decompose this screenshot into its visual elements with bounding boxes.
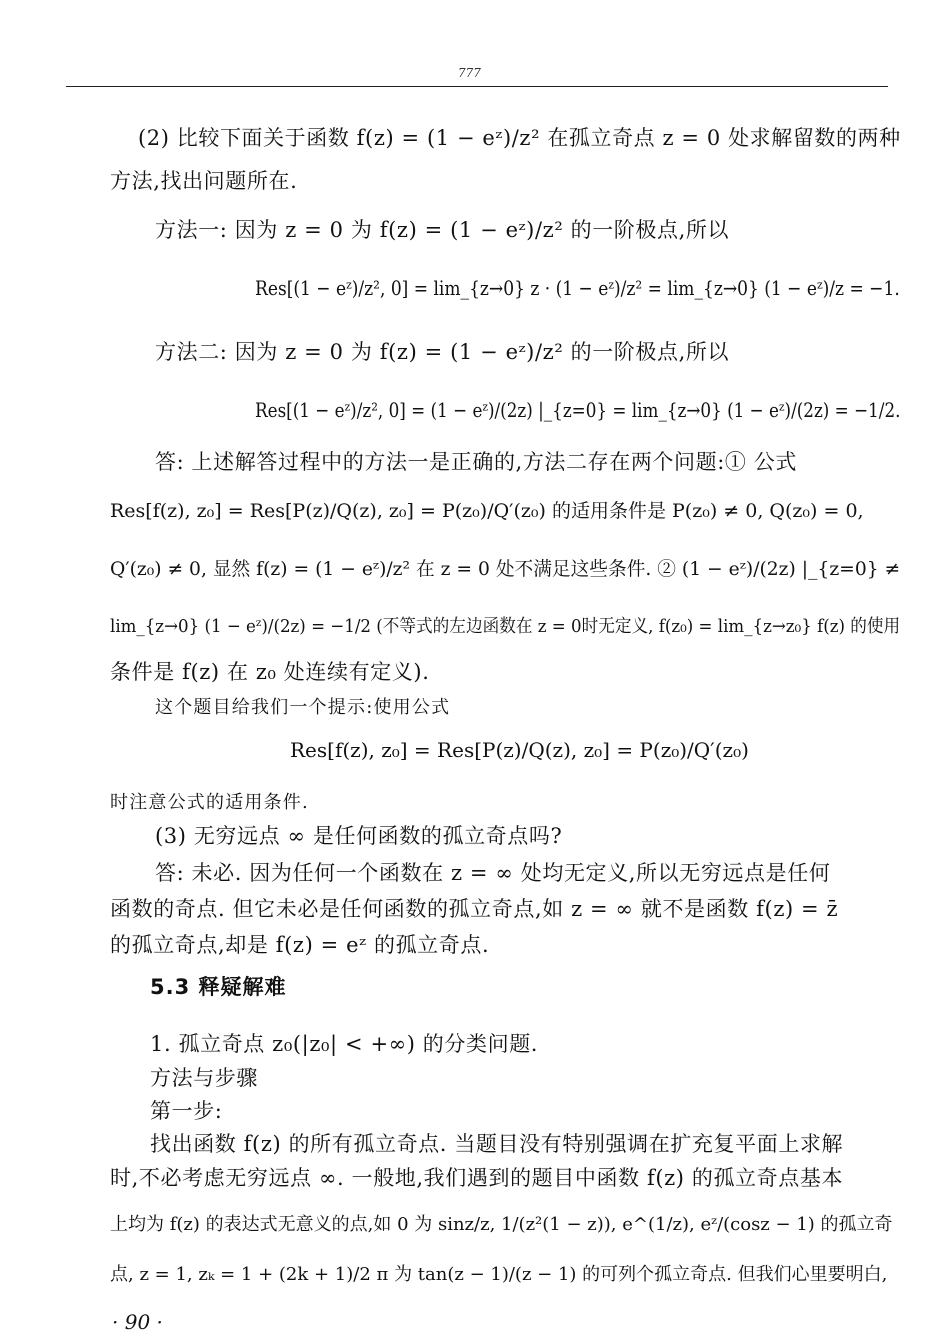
section-heading: 5.3 释疑解难	[150, 975, 287, 999]
text-line-2: 方法,找出问题所在.	[110, 169, 298, 193]
text-question-3: (3) 无穷远点 ∞ 是任何函数的孤立奇点吗?	[155, 824, 563, 848]
text-line-18: 的孤立奇点,却是 f(z) = eᶻ 的孤立奇点.	[110, 933, 490, 957]
text-line-21: 方法与步骤	[150, 1066, 258, 1090]
text-answer-3: 答: 未必. 因为任何一个函数在 z = ∞ 处均无定义,所以无穷远点是任何	[155, 861, 831, 885]
formula-residue: Res[f(z), z₀] = Res[P(z)/Q(z), z₀] = P(z₀)/Q′(z₀)	[290, 738, 749, 762]
text-line-7: 答: 上述解答过程中的方法一是正确的,方法二存在两个问题:① 公式	[155, 450, 797, 474]
formula-line-8: Res[f(z), z₀] = Res[P(z)/Q(z), z₀] = P(z₀)/Q′(z₀) 的适用条件是 P(z₀) ≠ 0, Q(z₀) = 0,	[110, 500, 864, 522]
text-line-3: 方法一: 因为 z = 0 为 f(z) = (1 − eᶻ)/z² 的一阶极点,所以	[155, 218, 730, 242]
text-line-1: (2) 比较下面关于函数 f(z) = (1 − eᶻ)/z² 在孤立奇点 z = 0 处求解留数的两种	[138, 126, 901, 150]
text-line-11: 条件是 f(z) 在 z₀ 处连续有定义).	[110, 660, 430, 684]
formula-line-26: 点, z = 1, zₖ = 1 + (2k + 1)/2 π 为 tan(z − 1)/(z − 1) 的可列个孤立奇点. 但我们心里要明白,	[110, 1264, 888, 1285]
text-line-24: 时,不必考虑无穷远点 ∞. 一般地,我们遇到的题目中函数 f(z) 的孤立奇点基本	[110, 1166, 844, 1190]
text-line-5: 方法二: 因为 z = 0 为 f(z) = (1 − eᶻ)/z² 的一阶极点,所以	[155, 340, 730, 364]
formula-method-1: Res[(1 − eᶻ)/z², 0] = lim_{z→0} z · (1 − eᶻ)/z² = lim_{z→0} (1 − eᶻ)/z = −1.	[255, 276, 900, 300]
page-number: · 90 ·	[112, 1310, 163, 1334]
header-page-code: 777	[458, 66, 481, 80]
formula-method-2: Res[(1 − eᶻ)/z², 0] = (1 − eᶻ)/(2z) |_{z=0} = lim_{z→0} (1 − eᶻ)/(2z) = −1/2.	[255, 398, 901, 422]
formula-line-9: Q′(z₀) ≠ 0, 显然 f(z) = (1 − eᶻ)/z² 在 z = 0 处不满足这些条件. ② (1 − eᶻ)/(2z) |_{z=0} ≠	[110, 558, 901, 580]
header-rule	[66, 86, 888, 87]
text-line-23: 找出函数 f(z) 的所有孤立奇点. 当题目没有特别强调在扩充复平面上求解	[150, 1132, 844, 1156]
formula-line-25: 上均为 f(z) 的表达式无意义的点,如 0 为 sinz/z, 1/(z²(1 − z)), e^(1/z), eᶻ/(cosz − 1) 的孤立奇	[110, 1214, 893, 1235]
text-hint: 这个题目给我们一个提示:使用公式	[155, 697, 451, 718]
text-note: 时注意公式的适用条件.	[110, 792, 309, 813]
text-line-22: 第一步:	[150, 1099, 223, 1123]
text-line-17: 函数的奇点. 但它未必是任何函数的孤立奇点,如 z = ∞ 就不是函数 f(z) = z̄	[110, 897, 839, 921]
text-line-20: 1. 孤立奇点 z₀(|z₀| < +∞) 的分类问题.	[150, 1032, 539, 1056]
formula-line-10: lim_{z→0} (1 − eᶻ)/(2z) = −1/2 (不等式的左边函数在 z = 0时无定义, f(z₀) = lim_{z→z₀} f(z) 的使用	[110, 616, 901, 637]
